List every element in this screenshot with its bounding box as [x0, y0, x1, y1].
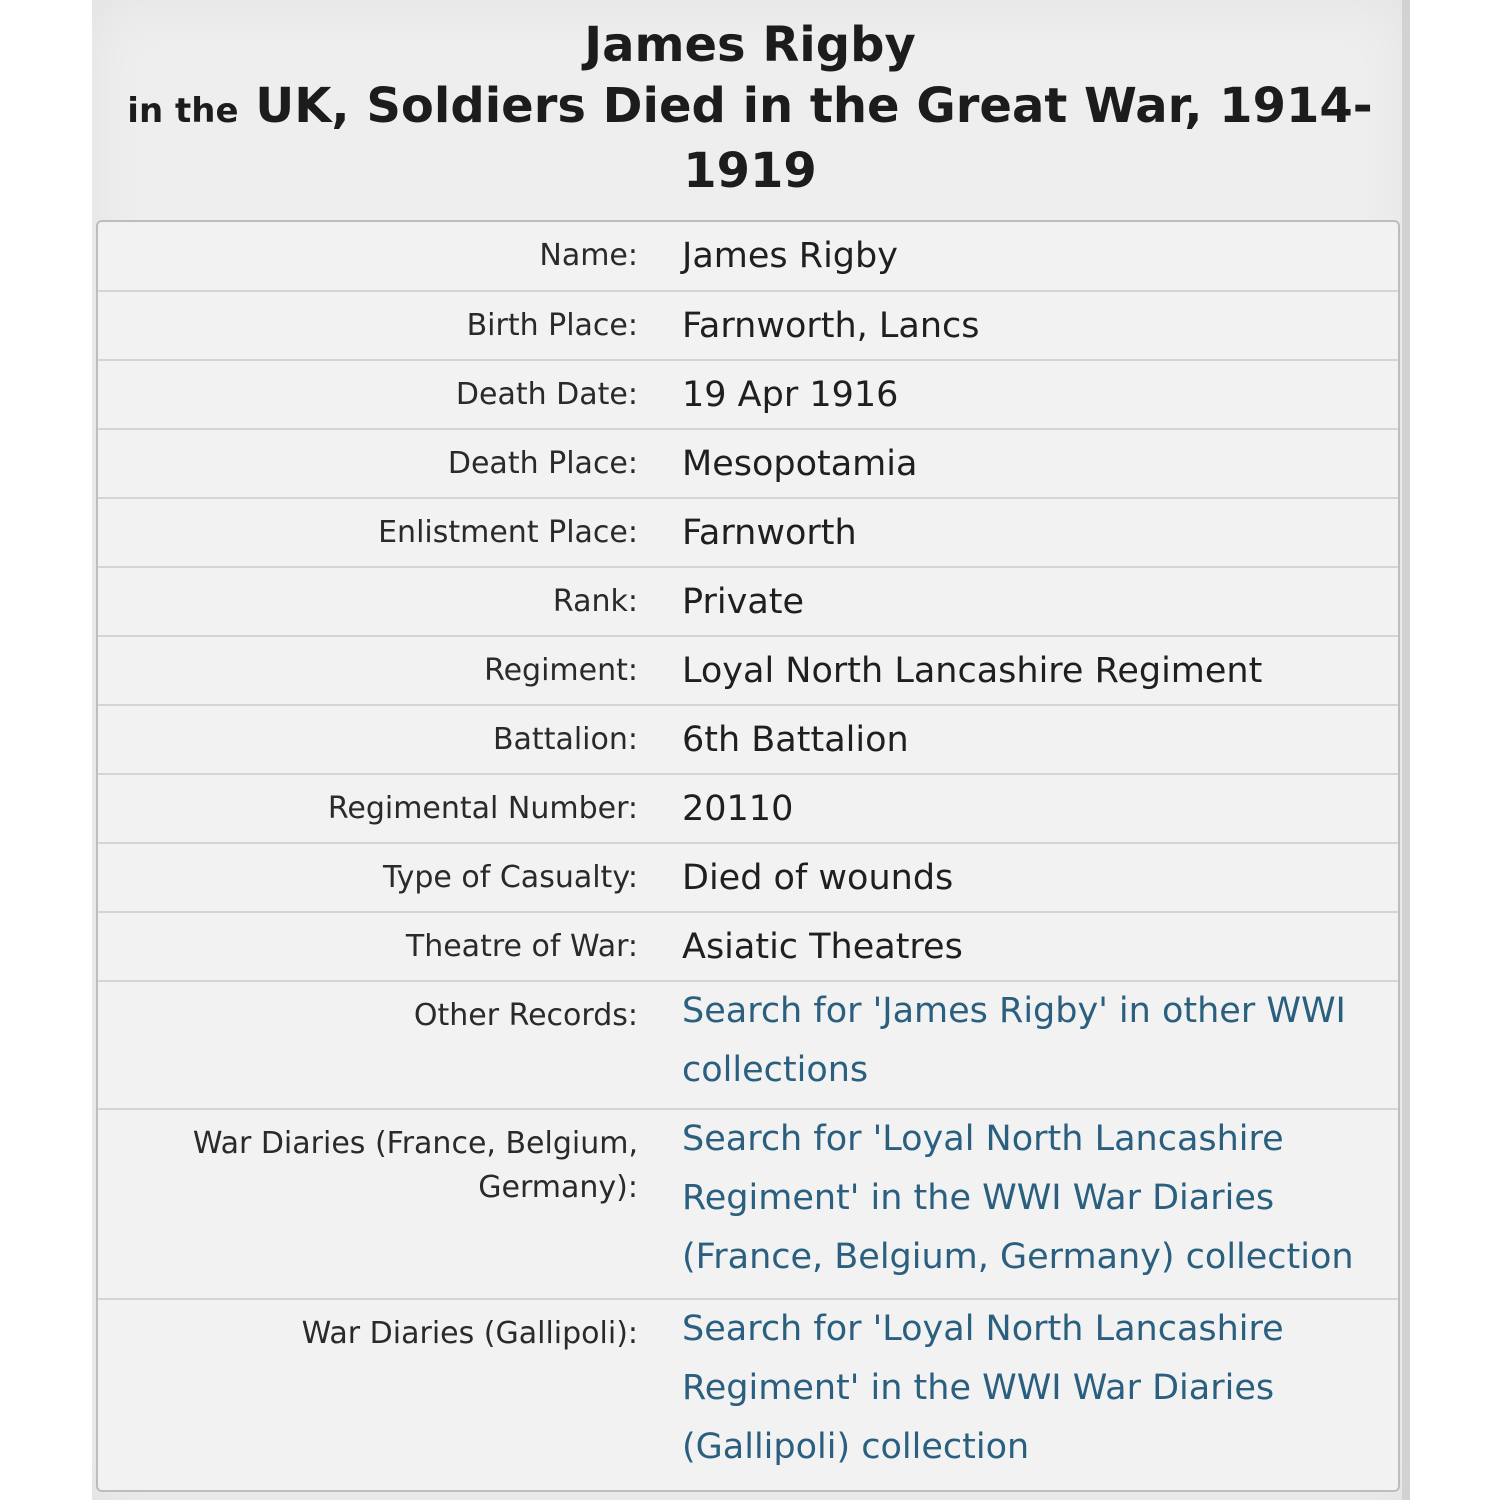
- field-value: 19 Apr 1916: [682, 375, 899, 415]
- field-value: James Rigby: [682, 236, 898, 276]
- title-prefix: in the: [127, 91, 239, 131]
- record-row-rank: [98, 566, 1398, 635]
- war-diaries-fbg-link[interactable]: Search for 'Loyal North Lancashire Regiment' in the WWI War Diaries (France, Belgium, Germany) collection: [682, 1119, 1354, 1277]
- field-label: Death Place:: [447, 446, 638, 481]
- person-name-heading: James Rigby: [584, 17, 916, 73]
- record-row-regimental-number: [98, 773, 1398, 842]
- database-title: [92, 76, 1408, 201]
- record-row-war-diaries-gallipoli: [98, 1298, 1398, 1484]
- record-row-war-diaries-fbg: [98, 1108, 1398, 1298]
- field-value: Died of wounds: [682, 858, 954, 898]
- other-records-link[interactable]: Search for 'James Rigby' in other WWI collections: [682, 991, 1346, 1090]
- field-value: Asiatic Theatres: [682, 927, 963, 967]
- record-row-other-records: [98, 980, 1398, 1108]
- page-edge: [1402, 0, 1410, 1500]
- field-label: War Diaries (France, Belgium, Germany):: [192, 1126, 638, 1205]
- war-diaries-gallipoli-link[interactable]: Search for 'Loyal North Lancashire Regiment' in the WWI War Diaries (Gallipoli) collection: [682, 1309, 1284, 1467]
- record-row-regiment: [98, 635, 1398, 704]
- field-label: Enlistment Place:: [378, 515, 638, 550]
- record-table: [96, 220, 1400, 1492]
- field-value: 6th Battalion: [682, 720, 909, 760]
- field-value: Loyal North Lancashire Regiment: [682, 651, 1263, 691]
- field-label: Regimental Number:: [327, 791, 638, 826]
- field-label: Type of Casualty:: [382, 860, 638, 895]
- field-label: Death Date:: [455, 377, 638, 412]
- database-name: UK, Soldiers Died in the Great War, 1914-1919: [255, 78, 1373, 199]
- field-label: Regiment:: [484, 653, 638, 688]
- field-value: Private: [682, 582, 805, 622]
- page-title: [92, 14, 1408, 201]
- field-label: Rank:: [552, 584, 638, 619]
- record-row-death-date: [98, 359, 1398, 428]
- record-row-birth-place: [98, 290, 1398, 359]
- record-row-theatre-of-war: [98, 911, 1398, 980]
- field-label: Other Records:: [413, 998, 638, 1033]
- record-row-battalion: [98, 704, 1398, 773]
- field-value: 20110: [682, 789, 794, 829]
- record-row-enlistment-place: [98, 497, 1398, 566]
- record-row-name: [98, 222, 1398, 290]
- field-label: Battalion:: [492, 722, 638, 757]
- field-value: Mesopotamia: [682, 444, 918, 484]
- record-row-type-of-casualty: [98, 842, 1398, 911]
- field-label: Name:: [539, 238, 638, 273]
- record-row-death-place: [98, 428, 1398, 497]
- field-label: Theatre of War:: [405, 929, 638, 964]
- field-value: Farnworth: [682, 513, 857, 553]
- field-label: War Diaries (Gallipoli):: [301, 1316, 638, 1351]
- field-value: Farnworth, Lancs: [682, 306, 980, 346]
- field-label: Birth Place:: [466, 308, 638, 343]
